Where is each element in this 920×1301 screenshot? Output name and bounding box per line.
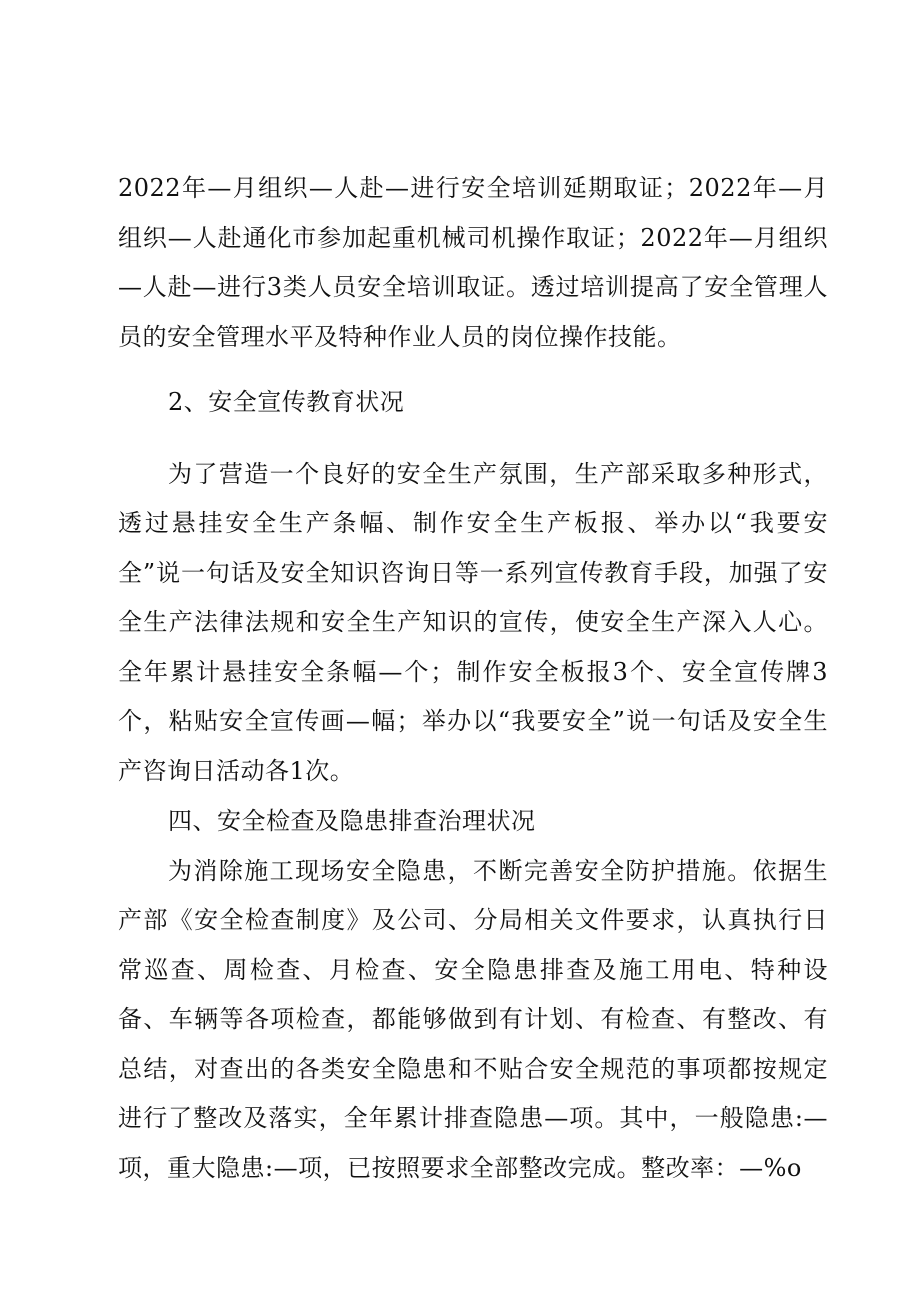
document-body — [118, 164, 828, 1193]
paragraph-safety-inspection: 为消除施工现场安全隐患，不断完善安全防护措施。依据生产部《安全检查制度》及公司、分局相关文件要求，认真执行日常巡查、周检查、月检查、安全隐患排查及施工用电、特种设备、车辆等各项检查，都能够做到有计划、有检查、有整改、有总结，对查出的各类安全隐患和不贴合安全规范的事项都按规定进行了整改及落实，全年累计排查隐患—项。其中，一般隐患:—项，重大隐患:—项，已按照要求全部整改完成。整改率：—%o — [118, 856, 828, 1182]
paragraph-training-certification: 2022年—月组织—人赴—进行安全培训延期取证；2022年—月组织—人赴通化市参加起重机械司机操作取证；2022年—月组织—人赴—进行3类人员安全培训取证。透过培训提高了安全管理人员的安全管理水平及特种作业人员的岗位操作技能。 — [118, 174, 828, 351]
section-heading-safety-inspection: 四、安全检查及隐患排查治理状况 — [168, 807, 536, 835]
section-heading-safety-publicity: 2、安全宣传教育状况 — [168, 388, 405, 416]
paragraph-safety-publicity: 为了营造一个良好的安全生产氛围，生产部采取多种形式，透过悬挂安全生产条幅、制作安全生产板报、举办以“我要安全”说一句话及安全知识咨询日等一系列宣传教育手段，加强了安全生产法律法规和安全生产知识的宣传，使安全生产深入人心。全年累计悬挂安全条幅—个；制作安全板报3个、安全宣传牌3个，粘贴安全宣传画—幅；举办以“我要安全”说一句话及安全生产咨询日活动各1次。 — [118, 459, 828, 785]
